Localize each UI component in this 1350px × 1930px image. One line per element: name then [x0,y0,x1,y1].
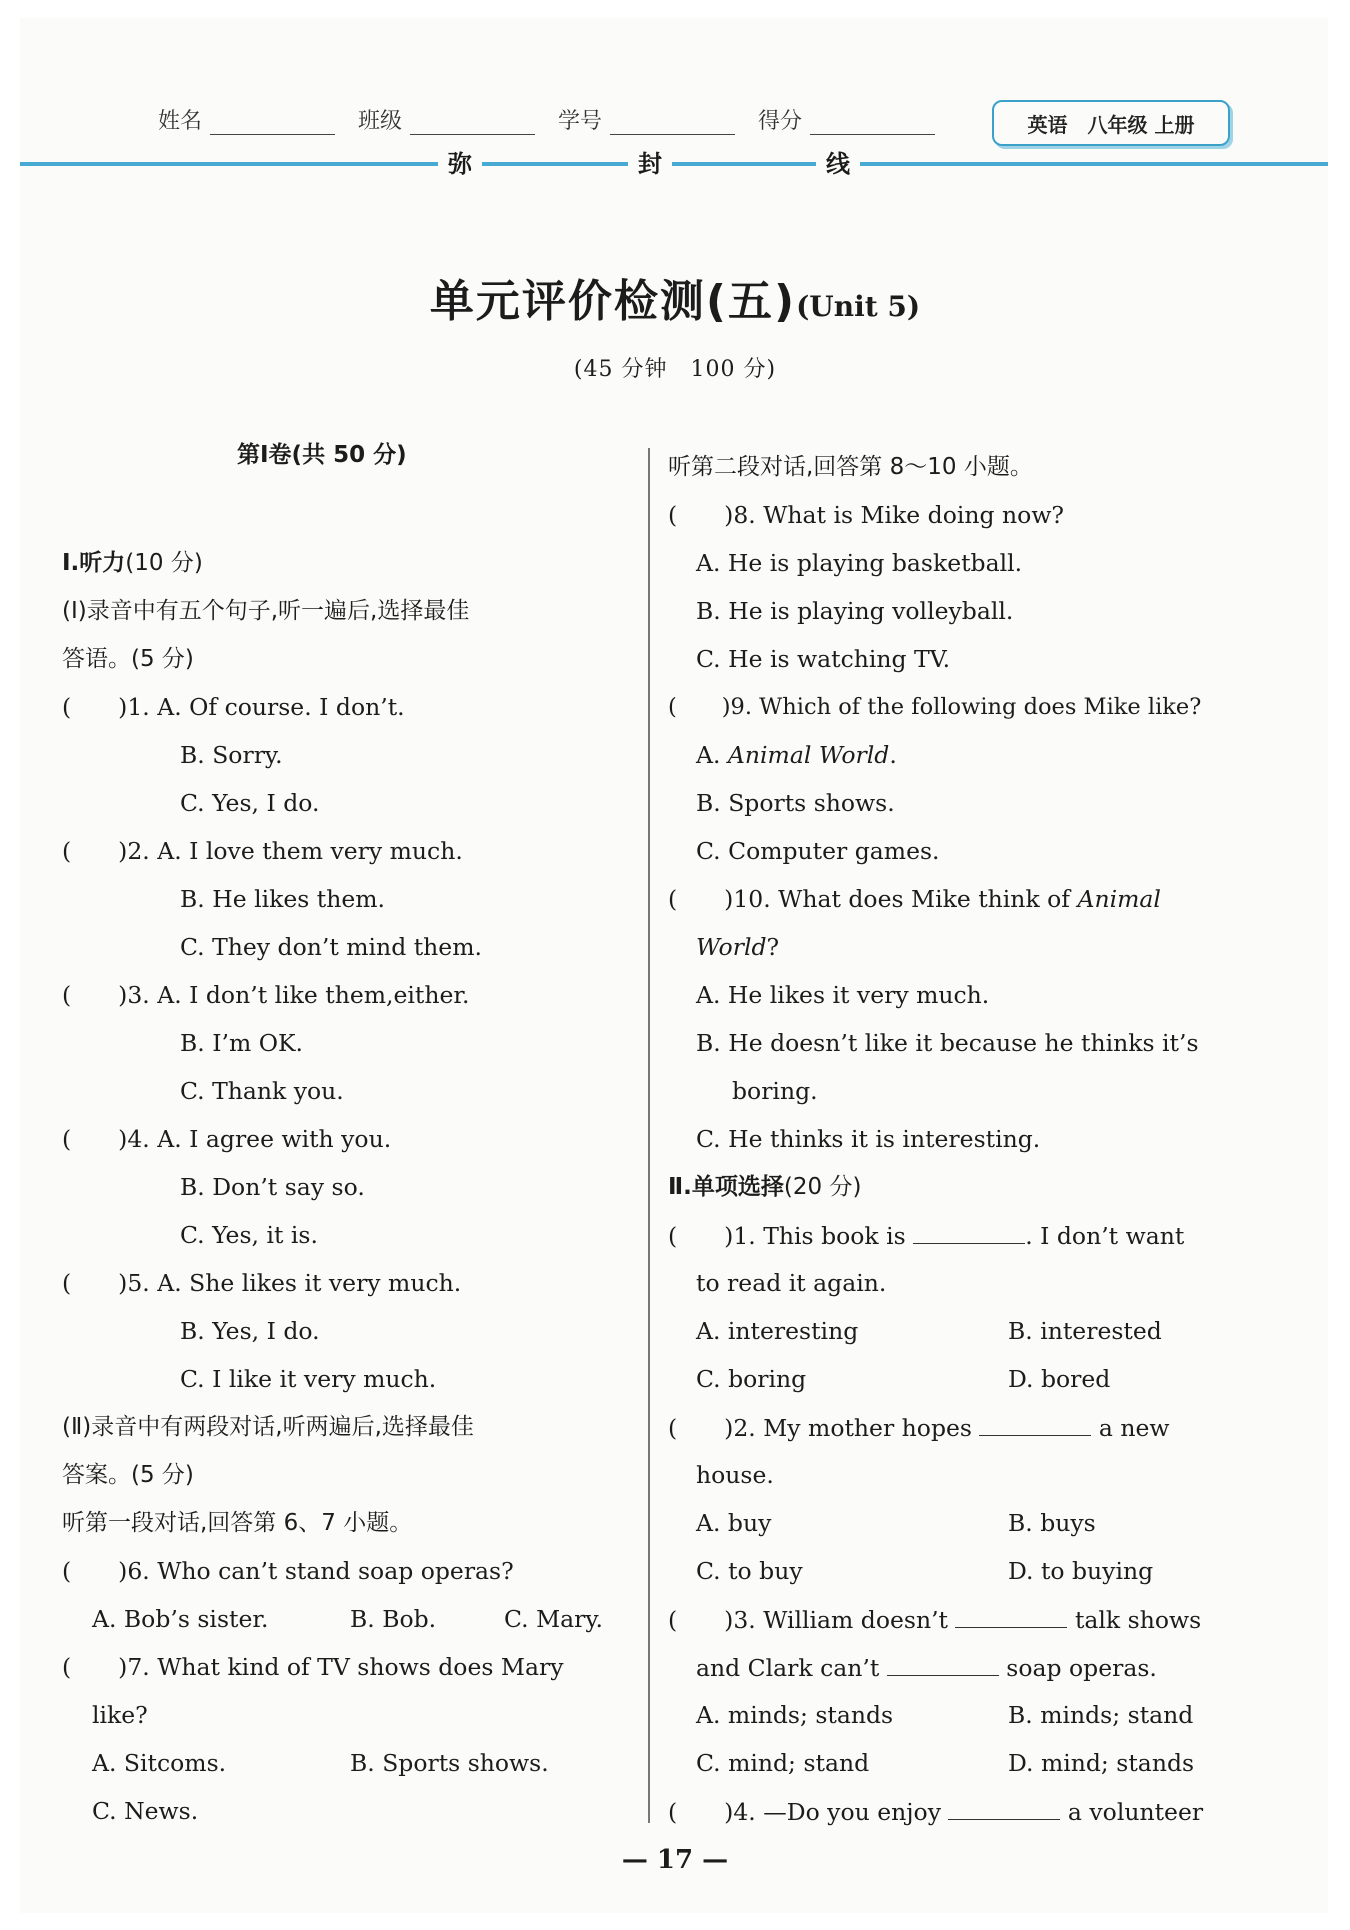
question-7[interactable]: ( )7. What kind of TV shows does Mary [62,1653,564,1681]
mc-question-3-option-d[interactable]: D. mind; stands [1008,1749,1195,1777]
grade-label: 八年级 上册 [1087,112,1195,137]
question-7-option-c[interactable]: C. News. [92,1797,199,1825]
mc-question-3-option-c[interactable]: C. mind; stand [696,1749,870,1777]
question-10[interactable] [668,884,1161,914]
mc-question-1[interactable] [668,1220,1184,1251]
question-6-option-b[interactable]: B. Bob. [350,1605,437,1633]
score-blank[interactable] [810,113,935,135]
mc-question-1-option-d[interactable]: D. bored [1008,1365,1111,1393]
stem-end: talk shows [1067,1606,1202,1634]
class-blank[interactable] [410,113,535,135]
punctuation: . [889,741,897,769]
sub-1-instruction-cont: 答语。(5 分) [62,646,194,672]
name-label: 姓名 [158,109,203,134]
question-6[interactable]: ( )6. Who can’t stand soap operas? [62,1557,514,1585]
mc-question-3-option-a[interactable]: A. minds; stands [696,1701,894,1729]
show-title: Animal [1077,885,1161,913]
stem-end: soap operas. [998,1654,1157,1682]
dialog-1-instruction: 听第一段对话,回答第 6、7 小题。 [62,1510,413,1536]
mc-question-2-option-b[interactable]: B. buys [1008,1509,1096,1537]
question-7-option-a[interactable]: A. Sitcoms. [92,1749,227,1777]
seal-char-2: 封 [628,146,672,182]
title-unit: (Unit 5) [796,290,921,323]
option-letter: A. [696,741,728,769]
show-title: Animal World [727,741,890,769]
question-9-option-c[interactable]: C. Computer games. [696,837,940,865]
question-10-option-c[interactable]: C. He thinks it is interesting. [696,1125,1041,1153]
question-8-option-b[interactable]: B. He is playing volleyball. [696,597,1014,625]
sub-2-instruction: (Ⅱ)录音中有两段对话,听两遍后,选择最佳 [62,1414,474,1440]
question-1-option-c[interactable]: C. Yes, I do. [180,789,320,817]
class-field[interactable] [358,104,535,135]
question-7-option-b[interactable]: B. Sports shows. [350,1749,549,1777]
question-10-text: ( )10. What does Mike think of [668,885,1078,913]
section-1-heading [62,548,203,578]
mc-question-4[interactable] [668,1796,1203,1827]
question-3-option-b[interactable]: B. I’m OK. [180,1029,304,1057]
mc-question-1-cont: to read it again. [696,1269,887,1297]
mc-question-2-option-c[interactable]: C. to buy [696,1557,803,1585]
mc-question-3-option-b[interactable]: B. minds; stand [1008,1701,1194,1729]
question-8[interactable]: ( )8. What is Mike doing now? [668,501,1065,529]
name-blank[interactable] [210,113,335,135]
question-9-option-a[interactable] [696,740,897,770]
title-main: 单元评价检测(五) [429,276,797,327]
column-divider [648,448,650,1823]
question-10-cont [696,932,779,962]
stem: and Clark can’t [696,1654,887,1682]
question-1-option-b[interactable]: B. Sorry. [180,741,283,769]
student-id-label: 学号 [558,109,603,134]
question-5-option-c[interactable]: C. I like it very much. [180,1365,437,1393]
answer-blank[interactable] [979,1412,1091,1436]
stem-end: . I don’t want [1025,1222,1185,1250]
answer-blank[interactable] [913,1220,1025,1244]
question-7-cont: like? [92,1701,148,1729]
part-title [237,440,407,470]
mc-question-2-cont: house. [696,1461,774,1489]
seal-char-3: 线 [816,146,860,182]
mc-question-1-option-c[interactable]: C. boring [696,1365,807,1393]
score-field[interactable] [758,104,935,135]
stem: ( )3. William doesn’t [668,1606,956,1634]
section-2-heading [668,1172,861,1202]
question-4-option-b[interactable]: B. Don’t say so. [180,1173,365,1201]
seal-line [20,162,1328,166]
punctuation: ? [766,933,780,961]
stem: ( )2. My mother hopes [668,1414,980,1442]
dialog-2-instruction: 听第二段对话,回答第 8～10 小题。 [668,454,1033,480]
question-5-option-b[interactable]: B. Yes, I do. [180,1317,320,1345]
sub-1-instruction: (Ⅰ)录音中有五个句子,听一遍后,选择最佳 [62,598,470,624]
question-10-option-b-cont: boring. [732,1077,818,1105]
mc-question-3-cont [696,1652,1157,1683]
subject-badge [992,100,1230,146]
question-2-option-b[interactable]: B. He likes them. [180,885,386,913]
question-9[interactable]: ( )9. Which of the following does Mike like? [668,694,1202,720]
part-title-text: 第Ⅰ卷(共 50 分) [237,442,407,468]
question-10-option-b[interactable]: B. He doesn’t like it because he thinks it’s [696,1029,1199,1057]
question-10-option-a[interactable]: A. He likes it very much. [696,981,990,1009]
section-2-title: Ⅱ.单项选择 [668,1174,784,1200]
question-1[interactable]: ( )1. A. Of course. I don’t. [62,693,405,721]
stem-end: a new [1091,1414,1170,1442]
question-6-option-a[interactable]: A. Bob’s sister. [92,1605,269,1633]
section-1-points: (10 分) [125,550,203,576]
class-label: 班级 [358,109,403,134]
student-id-blank[interactable] [610,113,735,135]
score-label: 得分 [758,109,803,134]
answer-blank[interactable] [955,1604,1067,1628]
time-and-score: (45 分钟 100 分) [573,357,777,382]
section-2-points: (20 分) [783,1174,862,1200]
section-1-title: Ⅰ.听力 [62,550,126,576]
subject-label: 英语 [1027,112,1068,137]
mc-question-2[interactable] [668,1412,1170,1443]
question-2-option-c[interactable]: C. They don’t mind them. [180,933,482,961]
question-9-option-b[interactable]: B. Sports shows. [696,789,895,817]
mc-question-1-option-a[interactable]: A. interesting [696,1317,859,1345]
page-number: — 17 — [621,1845,729,1875]
question-2[interactable]: ( )2. A. I love them very much. [62,837,463,865]
stem: ( )1. This book is [668,1222,914,1250]
stem: ( )4. —Do you enjoy [668,1798,949,1826]
mc-question-2-option-d[interactable]: D. to buying [1008,1557,1154,1585]
answer-blank[interactable] [887,1652,999,1676]
question-8-option-c[interactable]: C. He is watching TV. [696,645,951,673]
mc-question-1-option-b[interactable]: B. interested [1008,1317,1162,1345]
seal-char-1: 弥 [438,146,482,182]
question-6-option-c[interactable]: C. Mary. [504,1605,604,1633]
student-id-field[interactable] [558,104,735,135]
name-field[interactable] [158,104,335,135]
show-title: World [696,933,767,961]
page-title [0,265,1350,329]
page-header [0,0,1350,190]
answer-blank[interactable] [948,1796,1060,1820]
question-4-option-c[interactable]: C. Yes, it is. [180,1221,318,1249]
stem-end: a volunteer [1060,1798,1204,1826]
question-3[interactable]: ( )3. A. I don’t like them,either. [62,981,470,1009]
mc-question-3[interactable] [668,1604,1201,1635]
sub-2-instruction-cont: 答案。(5 分) [62,1462,194,1488]
question-4[interactable]: ( )4. A. I agree with you. [62,1125,392,1153]
question-5[interactable]: ( )5. A. She likes it very much. [62,1269,462,1297]
mc-question-2-option-a[interactable]: A. buy [696,1509,772,1537]
question-3-option-c[interactable]: C. Thank you. [180,1077,344,1105]
question-8-option-a[interactable]: A. He is playing basketball. [696,549,1023,577]
